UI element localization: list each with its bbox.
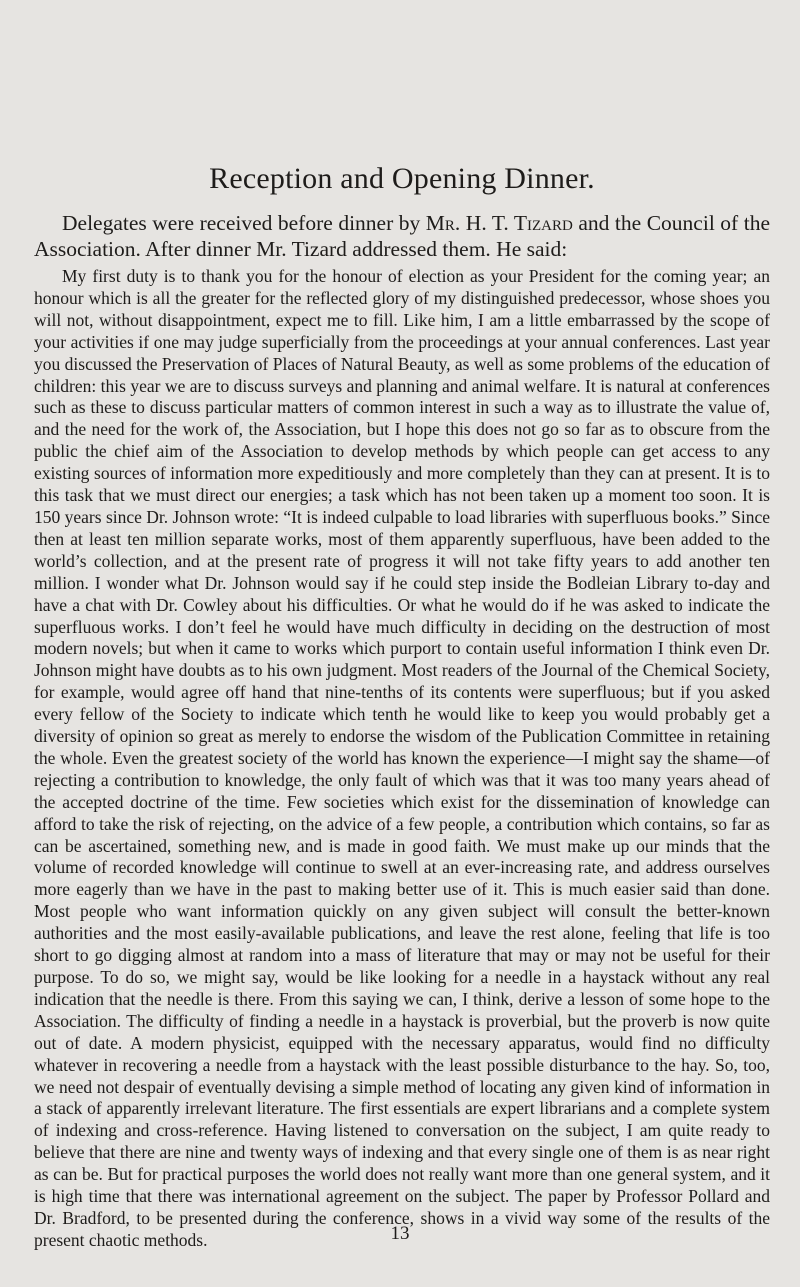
president-name: Mr. H. T. Tizard bbox=[425, 211, 573, 235]
intro-text-after: and the Council of the Association. After dinner Mr. Tizard addressed them. He said: bbox=[34, 211, 770, 261]
intro-text-before: Delegates were received before dinner by bbox=[62, 211, 426, 235]
speech-paragraph: My first duty is to thank you for the honour of election as your President for the coming year; an honour which is all the greater for the reflected glory of my distinguished predecessor, whose shoes you will not, without disappointment, expect me to fill. Like him, I am a little embarrassed by the scope of your activities if one may judge superficially from the proceedings at your annual conferences. Last year you discussed the Preservation of Places of Natural Beauty, as well as some problems of the education of children: this year we are to discuss surveys and planning and animal welfare. It is natural at conferences such as these to discuss particular matters of common interest in such a way as to illustrate the value of, and the need for the work of, the Association, but I hope this does not go so far as to obscure from the public the chief aim of the Association to develop methods by which people can get access to any existing sources of information more expeditiously and more completely than they can at present. It is to this task that we must direct our energies; a task which has not been taken up a moment too soon. It is 150 years since Dr. Johnson wrote: “It is indeed culpable to load libraries with superfluous books.” Since then at least ten million separate works, most of them apparently superfluous, have been added to the world’s collection, and at the present rate of progress it will not take fifty years to add another ten million. I wonder what Dr. Johnson would say if he could step inside the Bodleian Library to-day and have a chat with Dr. Cowley about his difficulties. Or what he would do if he was asked to indicate the superfluous works. I don’t feel he would have much difficulty in deciding on the destruction of most modern novels; but when it came to works which purport to contain useful information I think even Dr. Johnson might have doubts as to his own judgment. Most readers of the Journal of the Chemical Society, for example, would agree off hand that nine-tenths of its contents were superfluous; but if you asked every fellow of the Society to indicate which tenth he would like to keep you would probably get a diversity of opinion so great as merely to endorse the wisdom of the Publication Committee in retaining the whole. Even the greatest society of the world has known the experience—I might say the shame—of rejecting a contribution to knowledge, the only fault of which was that it was too many years ahead of the accepted doctrine of the time. Few societies which exist for the dissemination of knowledge can afford to take the risk of rejecting, on the advice of a few people, a contribution which contains, so far as can be ascertained, something new, and is made in good faith. We must make up our minds that the volume of recorded knowledge will continue to swell at an ever-increasing rate, and address ourselves more eagerly than we have in the past to making better use of it. This is much easier said than done. Most people who want information quickly on any given subject will consult the better-known authorities and the most easily-available publications, and leave the rest alone, feeling that life is too short to go digging almost at random into a mass of literature that may or may not be useful for their purpose. To do so, we might say, would be like looking for a needle in a haystack without any real indication that the needle is there. From this saying we can, I think, derive a lesson of some hope to the Association. The difficulty of finding a needle in a haystack is proverbial, but the proverb is now quite out of date. A modern physicist, equipped with the necessary apparatus, would find no difficulty whatever in recovering a needle from a haystack with the least possible disturbance to the hay. So, too, we need not despair of eventually devising a simple method of locating any given kind of information in a stack of apparently irrelevant literature. The first essentials are expert librarians and a complete system of indexing and cross-reference. Having listened to conversation on the subject, I am quite ready to believe that there are nine and twenty ways of indexing and that every single one of them is as near right as can be. But for practical purposes the world does not really want more than one general system, and it is high time that there was international agreement on the subject. The paper by Professor Pollard and Dr. Bradford, to be presented during the conference, shows in a vivid way some of the results of the present chaotic methods. bbox=[34, 266, 770, 1250]
page-number: 13 bbox=[390, 1223, 410, 1244]
page-title: Reception and Opening Dinner. bbox=[209, 162, 595, 195]
intro-paragraph bbox=[34, 210, 770, 262]
document-page bbox=[34, 162, 770, 1252]
